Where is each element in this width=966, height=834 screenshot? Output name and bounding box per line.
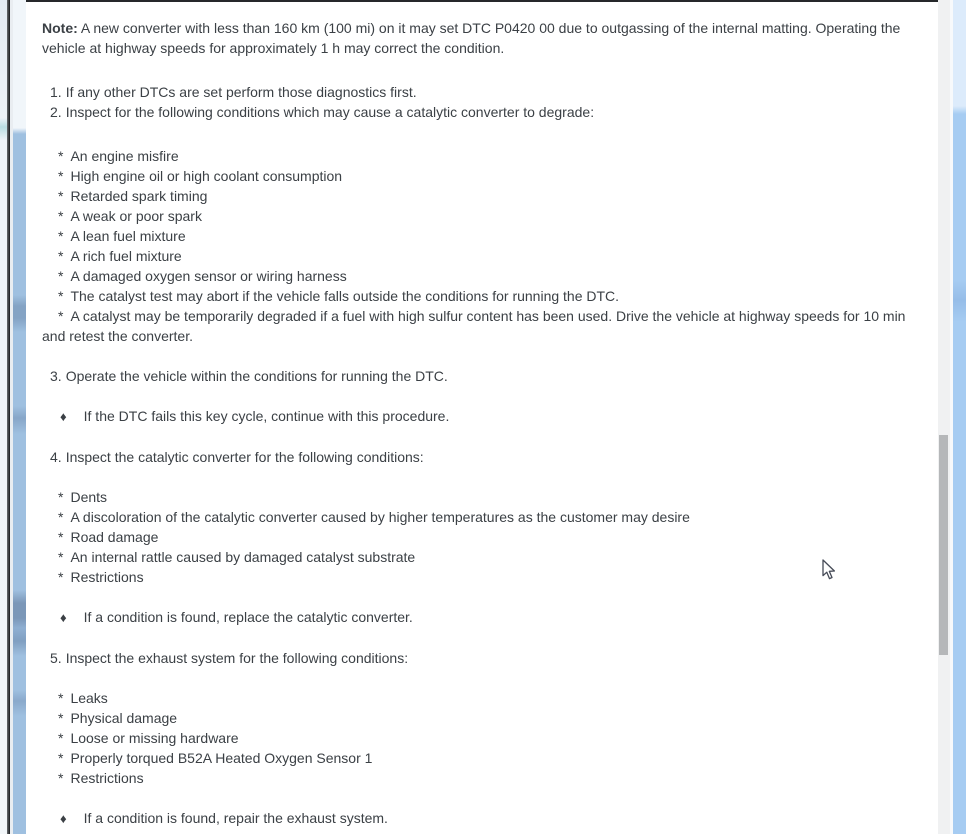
bullet-marker: * (58, 208, 64, 224)
bullet-item (42, 266, 920, 286)
bullet-text: Properly torqued B52A Heated Oxygen Sensor 1 (70, 750, 373, 766)
sub-step (42, 406, 920, 427)
bullet-text: A discoloration of the catalytic converter caused by higher temperatures as the customer may desire (70, 509, 690, 525)
bullet-text: A rich fuel mixture (70, 248, 182, 264)
bullet-marker: * (58, 549, 64, 565)
procedure-step-5 (42, 648, 920, 668)
bullet-marker: * (58, 288, 64, 304)
exhaust-conditions-list (42, 688, 920, 788)
bullet-item (42, 768, 920, 788)
bullet-marker: * (58, 710, 64, 726)
sub-step (42, 607, 920, 628)
bullet-marker: * (58, 268, 64, 284)
bullet-text: Physical damage (70, 710, 178, 726)
diamond-marker: ♦ (60, 610, 67, 625)
procedure-step-3 (42, 366, 920, 386)
bullet-marker: * (58, 730, 64, 746)
left-window-edge (0, 0, 7, 834)
scrollbar-track[interactable] (938, 0, 950, 834)
sub-step (42, 808, 920, 829)
bullet-item (42, 286, 920, 306)
bullet-marker: * (58, 750, 64, 766)
bullet-text: Restrictions (70, 770, 144, 786)
bullet-text: Loose or missing hardware (70, 730, 239, 746)
bullet-marker: * (58, 168, 64, 184)
bullet-text: Leaks (70, 690, 108, 706)
bullet-text: An internal rattle caused by damaged catalyst substrate (70, 549, 416, 565)
bullet-marker: * (58, 770, 64, 786)
diamond-marker: ♦ (60, 811, 67, 826)
procedure-step-2 (42, 102, 920, 122)
bullet-marker: * (58, 690, 64, 706)
bullet-text: Retarded spark timing (70, 188, 208, 204)
document-pane[interactable] (26, 0, 938, 834)
bullet-text: A damaged oxygen sensor or wiring harness (70, 268, 347, 284)
bullet-marker: * (58, 188, 64, 204)
bullet-item (42, 567, 920, 587)
bullet-item (42, 708, 920, 728)
degrade-causes-list (42, 146, 920, 346)
bullet-item (42, 728, 920, 748)
bullet-marker: * (58, 248, 64, 264)
step-number: 1. (50, 84, 62, 100)
procedure-step-4 (42, 447, 920, 467)
bullet-text: Restrictions (70, 569, 144, 585)
bullet-item (42, 246, 920, 266)
bullet-text: A catalyst may be temporarily degraded if a fuel with high sulfur content has been used. Drive the vehicle at highway speeds for 10 min and retest the converter. (42, 308, 906, 344)
bullet-marker: * (58, 148, 64, 164)
bullet-text: Road damage (70, 529, 159, 545)
mouse-cursor (821, 559, 837, 581)
bullet-text: A weak or poor spark (70, 208, 202, 224)
bullet-text: An engine misfire (70, 148, 179, 164)
bullet-item (42, 507, 920, 527)
bullet-item (42, 547, 920, 567)
note-text: A new converter with less than 160 km (100 mi) on it may set DTC P0420 00 due to outgassing of the internal matting. Operating the vehicle at highway speeds for approximately 1 h may correct the condition. (42, 20, 901, 56)
note-label: Note: (42, 20, 78, 36)
bullet-item (42, 688, 920, 708)
bullet-item (42, 186, 920, 206)
bullet-item (42, 748, 920, 768)
step-text: Inspect the exhaust system for the following conditions: (65, 650, 409, 666)
bullet-marker: * (58, 509, 64, 525)
step-number: 4. (50, 449, 62, 465)
bullet-marker: * (58, 529, 64, 545)
bullet-item (42, 146, 920, 166)
converter-conditions-list (42, 487, 920, 587)
right-background-strip (953, 0, 966, 834)
bullet-text: High engine oil or high coolant consumption (70, 168, 343, 184)
diamond-marker: ♦ (60, 409, 67, 424)
bullet-text: A lean fuel mixture (70, 228, 186, 244)
sub-step-text: If the DTC fails this key cycle, continue with this procedure. (83, 408, 450, 424)
bullet-marker: * (58, 308, 64, 324)
step-number: 2. (50, 104, 62, 120)
bullet-text: The catalyst test may abort if the vehicle falls outside the conditions for running the DTC. (70, 288, 620, 304)
bullet-text: Dents (70, 489, 108, 505)
bullet-item (42, 226, 920, 246)
bullet-item (42, 206, 920, 226)
scrollbar-thumb[interactable] (939, 435, 948, 655)
step-number: 3. (50, 368, 62, 384)
bullet-item (42, 527, 920, 547)
bullet-marker: * (58, 228, 64, 244)
step-text: Inspect the catalytic converter for the following conditions: (65, 449, 424, 465)
step-text: If any other DTCs are set perform those diagnostics first. (65, 84, 417, 100)
note-paragraph (42, 18, 920, 58)
bullet-item (42, 487, 920, 507)
bullet-item (42, 166, 920, 186)
bullet-marker: * (58, 569, 64, 585)
step-text: Inspect for the following conditions which may cause a catalytic converter to degrade: (65, 104, 595, 120)
sub-step-text: If a condition is found, repair the exhaust system. (83, 810, 388, 826)
procedure-step-1 (42, 82, 920, 102)
step-text: Operate the vehicle within the conditions for running the DTC. (65, 368, 448, 384)
bullet-item (42, 306, 920, 346)
sub-step-text: If a condition is found, replace the catalytic converter. (83, 609, 413, 625)
bullet-marker: * (58, 489, 64, 505)
step-number: 5. (50, 650, 62, 666)
left-background-strip (13, 0, 27, 834)
